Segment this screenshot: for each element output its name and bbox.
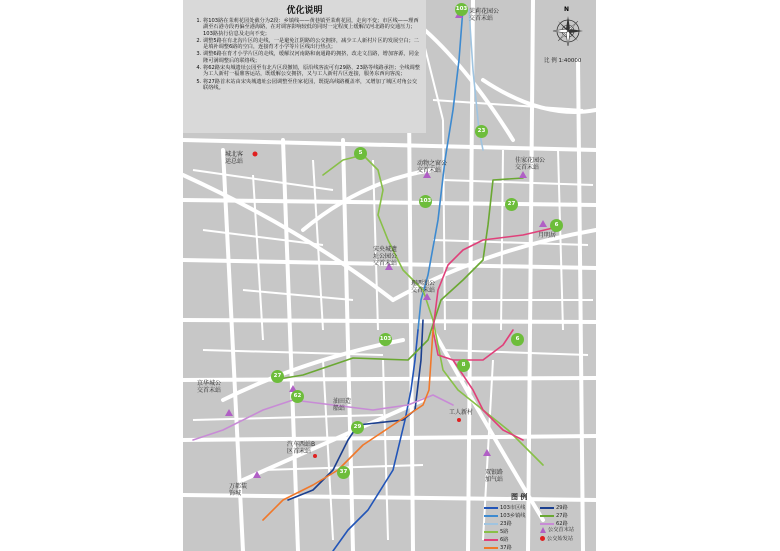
legend-swatch [484, 523, 498, 525]
route-badge-103-top[interactable]: 103 [455, 3, 468, 16]
route-badge-23[interactable]: 23 [475, 125, 488, 138]
route-103-urban [333, 330, 418, 551]
label-songyang-terminal: 宋央城遗 址公园公 交首末站 [373, 246, 398, 267]
label-wandu: 万都装 饰城 [229, 483, 248, 497]
legend-label: 公交首末站 [548, 527, 574, 533]
label-jiajia-terminal: 佳家花园公 交首末站 [515, 157, 546, 171]
note-item: 3. 调整6路在育才小学片区的走线，缓解汉河南路和南通路的拥挤，改走文昌路，增加客源，同金隆可满调整后的联络线； [203, 51, 420, 64]
legend-label: 37路 [500, 545, 512, 551]
label-qichexi-terminal: 汽车西站B 区首末站 [287, 441, 316, 455]
label-gongren-xincun: 工人新村 [449, 409, 474, 416]
legend-swatch [540, 523, 554, 525]
note-item: 4. 将62路宋央城遗址公园至有北片区段撤销，原沿线客流可有29路、23路等线路承担；全线调整为工人新村一福鼎客运站，既缓解公交拥挤，又与工人新村片区连接，服务东西向客流； [203, 65, 420, 78]
legend-item [484, 536, 509, 543]
legend-item [540, 535, 573, 542]
route-badge-27-left[interactable]: 27 [271, 370, 284, 383]
note-item: 1. 将103路在茉莉花园处截分为2段：乡镇线——黄巷镇至茉莉花园，走向不变；市区线——理西湖至石港寺段再偏至港海路，在对调客影响较低的同时一定程度上缓解汉河北路的交通压力；103路执行信息及走向不变； [203, 18, 420, 37]
route-badge-6-lower[interactable]: 6 [511, 333, 524, 346]
legend-label: 公交始发站 [547, 536, 573, 542]
notes-title: 优化说明 [286, 6, 323, 16]
compass-graphic [551, 14, 585, 48]
note-item: 2. 调整5路在有北沟片区的走线，一是避免江阴路的公交拥挤，减少工人新村片区的发展空白；二是填补调整6路的空白，连接育才小学等片区线出行热点； [203, 38, 420, 51]
legend-label: 62路 [556, 521, 568, 527]
scale-label: 比 例 1:40000 [544, 58, 582, 64]
legend-label: 103乡镇线 [500, 513, 526, 519]
legend-label: 23路 [500, 521, 512, 527]
legend-label: 29路 [556, 505, 568, 511]
route-badge-6-right[interactable]: 6 [550, 219, 563, 232]
label-shuangyi-gas-station: 双银路 加气站 [485, 469, 504, 483]
label-dongwuyuan-terminal: 动物之窗公 交首末站 [417, 160, 448, 174]
label-yuemingju: 月明居 [538, 232, 557, 239]
legend-item [484, 528, 509, 535]
legend-label: 27路 [556, 513, 568, 519]
route-badge-8[interactable]: 8 [457, 359, 470, 372]
legend-swatch [484, 531, 498, 533]
origin-dot-icon [540, 536, 545, 541]
legend-swatch [484, 547, 498, 549]
route-badge-37[interactable]: 37 [337, 466, 350, 479]
legend-item [540, 512, 568, 519]
label-molihua-terminal: 茉莉花园公 交首末站 [469, 8, 500, 22]
label-lixihu-terminal: 理西湖公 交首末站 [411, 280, 436, 294]
legend-swatch [484, 539, 498, 541]
notes-list [189, 18, 420, 91]
legend-item [540, 526, 574, 533]
optimization-notes-panel [183, 0, 426, 133]
note-item: 5. 将27路首末站由宋央城遗址公园调整至佳家花园，既提高线路覆盖率，又增加了城区对角公交联络线。 [203, 79, 420, 92]
legend-title: 图 例 [511, 493, 528, 501]
route-27 [273, 178, 523, 380]
legend-item [540, 504, 568, 511]
terminal-triangle-icon [540, 527, 546, 533]
route-badge-27-right[interactable]: 27 [505, 198, 518, 211]
route-badge-103-lower[interactable]: 103 [379, 333, 392, 346]
map-legend [484, 493, 596, 551]
legend-label: 103市区线 [500, 505, 526, 511]
legend-swatch [540, 515, 554, 517]
legend-swatch [540, 507, 554, 509]
legend-swatch [484, 507, 498, 509]
label-youtian-station: 油田造 船站 [333, 398, 352, 412]
label-jinghua-terminal: 京华城公 交首末站 [197, 380, 222, 394]
legend-swatch [484, 515, 498, 517]
route-badge-103-mid[interactable]: 103 [419, 195, 432, 208]
route-badge-5[interactable]: 5 [354, 147, 367, 160]
legend-item [484, 544, 512, 551]
compass-north-letter: N [564, 6, 570, 13]
route-badge-29[interactable]: 29 [351, 421, 364, 434]
label-chengbei-bus-station: 城北客 运总站 [225, 151, 244, 165]
legend-item [484, 520, 512, 527]
legend-item [484, 512, 525, 519]
compass-rose-icon [551, 6, 585, 48]
legend-label: 6路 [500, 537, 509, 543]
legend-item [484, 504, 525, 511]
route-badge-62[interactable]: 62 [291, 390, 304, 403]
legend-label: 5路 [500, 529, 509, 535]
